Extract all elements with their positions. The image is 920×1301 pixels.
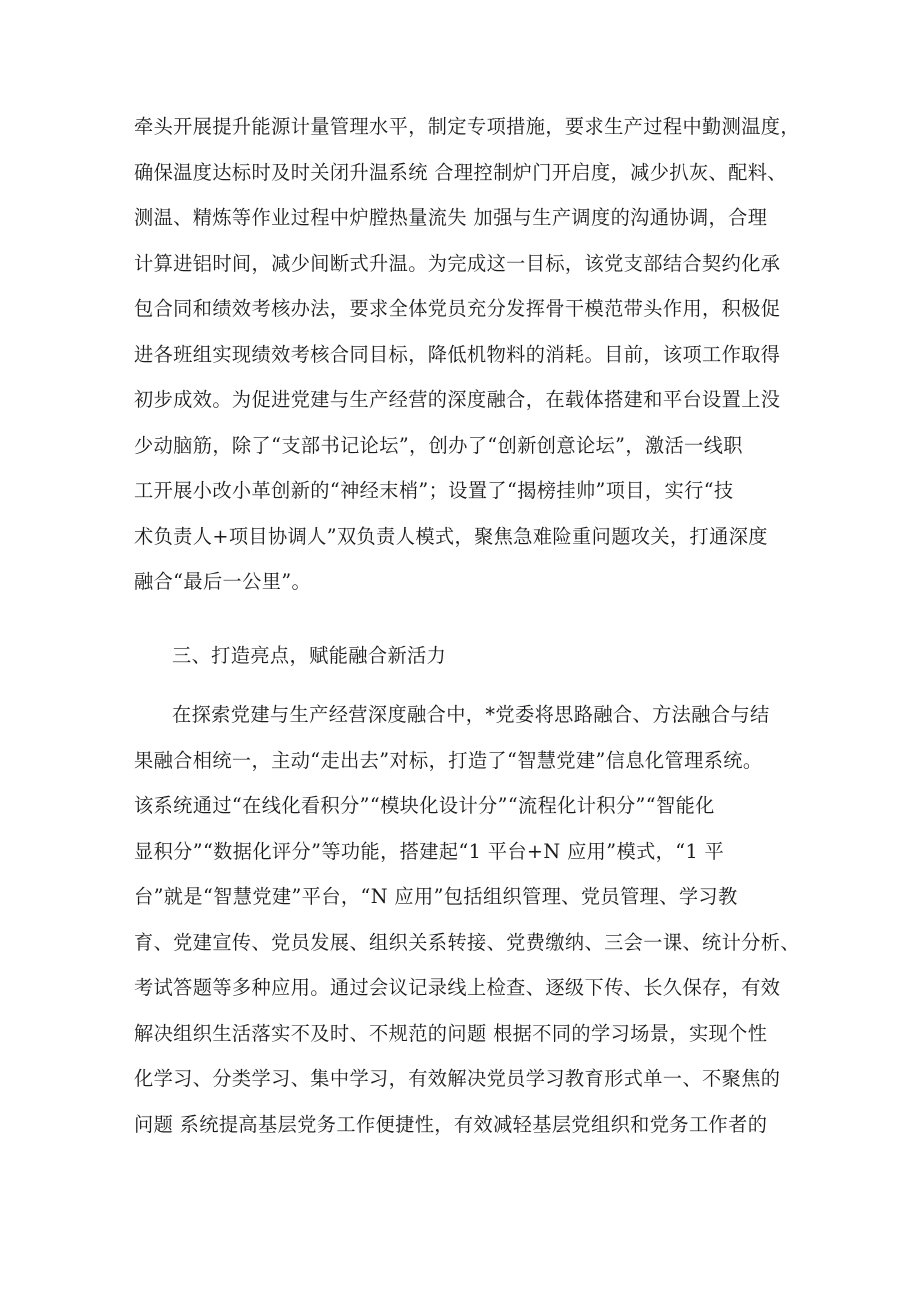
text-line: 进各班组实现绩效考核合同目标，降低机物料的消耗。目前，该项工作取得 [134,342,781,366]
text-line: 该系统通过“在线化看积分”“模块化设计分”“流程化计积分”“智能化 [134,794,715,817]
text-line: 工开展小改小革创新的“神经末梢”；设置了“揭榜挂帅”项目，实行“技 [134,479,734,502]
text-line: 显积分”“数据化评分”等功能，搭建起“1 平台+N 应用”模式，“1 平 [134,839,725,863]
text-line: 牵头开展提升能源计量管理水平，制定专项措施，要求生产过程中勤测温度， [134,115,800,138]
text-line: 在探索党建与生产经营深度融合中，*党委将思路融合、方法融合与结 [172,703,770,726]
text-line: 测温、精炼等作业过程中炉膛热量流失 加强与生产调度的沟通协调，合理 [134,206,768,229]
text-line: 包合同和绩效考核办法，要求全体党员充分发挥骨干模范带头作用，积极促 [134,297,781,320]
text-line: 果融合相统一，主动“走出去”对标，打造了“智慧党建”信息化管理系统。 [134,748,763,772]
document-body [134,104,800,1147]
text-line: 少动脑筋，除了“支部书记论坛”，创办了“创新创意论坛”，激活一线职 [134,433,743,457]
text-line: 化学习、分类学习、集中学习，有效解决党员学习教育形式单一、不聚焦的 [134,1067,781,1090]
spacer [134,678,794,692]
text-line: 确保温度达标时及时关闭升温系统 合理控制炉门开启度，减少扒灰、配料、 [134,160,787,184]
text-line: 考试答题等多种应用。通过会议记录线上检查、逐级下传、长久保存，有效 [134,976,781,999]
text-line: 解决组织生活落实不及时、不规范的问题 根据不同的学习场景，实现个性 [134,1021,768,1045]
paragraph-1 [134,104,800,605]
text-line: 初步成效。为促进党建与生产经营的深度融合，在载体搭建和平台设置上没 [134,388,781,411]
text-line: 术负责人+项目协调人”双负责人模式，聚焦急难险重问题攻关，打通深度 [134,524,768,548]
text-line: 台”就是“智慧党建”平台，“N 应用”包括组织管理、党员管理、学习教 [134,885,738,908]
text-line: 计算进铝时间，减少间断式升温。为完成这一目标，该党支部结合契约化承 [134,251,781,275]
spacer [134,605,794,633]
section-heading: 三、打造亮点，赋能融合新活力 [172,643,447,667]
text-line: 育、党建宣传、党员发展、组织关系转接、党费缴纳、三会一课、统计分析、 [134,930,800,954]
paragraph-2 [134,692,800,1147]
text-line: 问题 系统提高基层党务工作便捷性，有效减轻基层党组织和党务工作者的 [134,1112,768,1136]
text-line: 融合“最后一公里”。 [134,570,312,593]
